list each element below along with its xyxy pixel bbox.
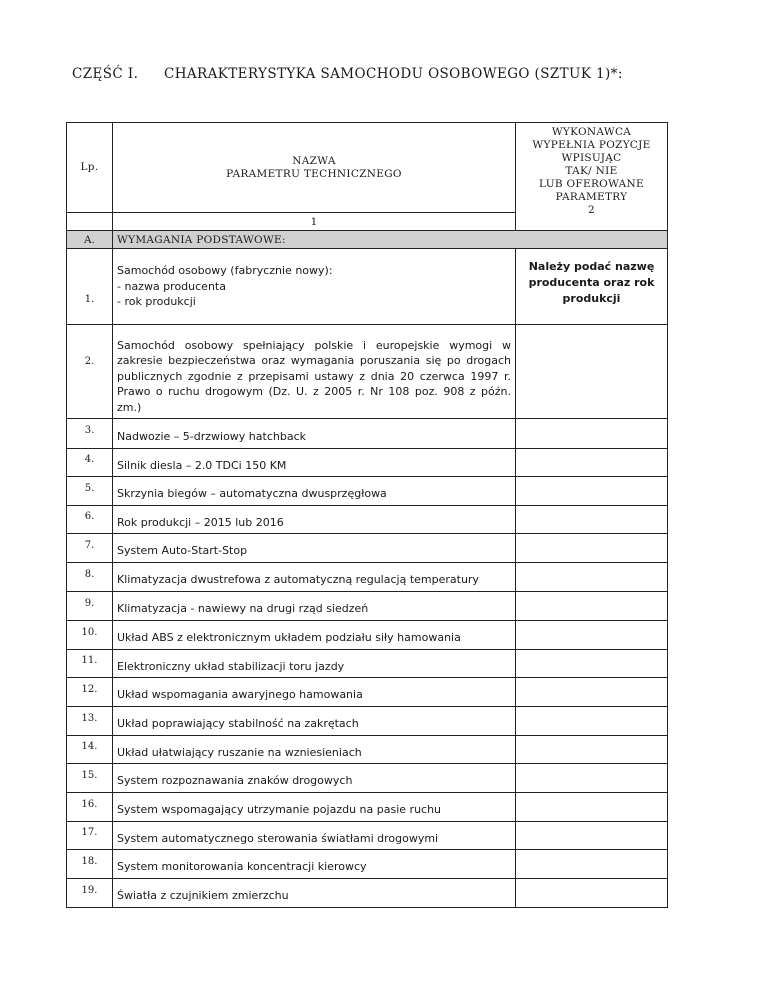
row-lp: 11. <box>67 650 113 678</box>
table-row <box>67 822 668 850</box>
row-param: System rozpoznawania znaków drogowych <box>113 764 516 793</box>
table-row <box>67 793 668 822</box>
row-param: Układ ABS z elektronicznym układem podziału siły hamowania <box>113 621 516 650</box>
row-answer[interactable] <box>516 449 668 477</box>
part-label: CZĘŚĆ I. <box>72 66 139 82</box>
header-contractor: WYKONAWCA WYPEŁNIA POZYCJE WPISUJĄC TAK/ NIE LUB OFEROWANE PARAMETRY 2 <box>516 123 668 231</box>
table-row <box>67 850 668 879</box>
row-param: System Auto-Start-Stop <box>113 534 516 563</box>
row-lp: 15. <box>67 764 113 793</box>
row-lp: 12. <box>67 678 113 707</box>
row-param: Układ poprawiający stabilność na zakrętach <box>113 707 516 736</box>
section-lp: A. <box>67 231 113 249</box>
row-answer[interactable] <box>516 506 668 534</box>
table-row <box>67 879 668 908</box>
row-lp: 2. <box>67 325 113 419</box>
page-heading <box>72 66 623 82</box>
row-lp: 10. <box>67 621 113 650</box>
row-lp: 5. <box>67 477 113 506</box>
table-row <box>67 563 668 592</box>
row-param: Silnik diesla – 2.0 TDCi 150 KM <box>113 449 516 477</box>
table-row <box>67 477 668 506</box>
row-lp: 18. <box>67 850 113 879</box>
row-answer[interactable]: Należy podać nazwę producenta oraz rok produkcji <box>516 249 668 325</box>
header-lp: Lp. <box>67 123 113 213</box>
row-answer[interactable] <box>516 822 668 850</box>
row-param: Rok produkcji – 2015 lub 2016 <box>113 506 516 534</box>
table-row <box>67 325 668 419</box>
table-row <box>67 506 668 534</box>
row-answer[interactable] <box>516 736 668 764</box>
row-param: Układ ułatwiający ruszanie na wzniesieniach <box>113 736 516 764</box>
section-row <box>67 231 668 249</box>
row-answer[interactable] <box>516 419 668 449</box>
row-answer[interactable] <box>516 621 668 650</box>
row-lp: 1. <box>67 249 113 325</box>
page-title: CHARAKTERYSTYKA SAMOCHODU OSOBOWEGO (SZTUK 1)*: <box>164 66 623 82</box>
row-answer[interactable] <box>516 678 668 707</box>
row-answer[interactable] <box>516 879 668 908</box>
row-lp: 6. <box>67 506 113 534</box>
row-lp: 3. <box>67 419 113 449</box>
row-param: Samochód osobowy (fabrycznie nowy): - nazwa producenta - rok produkcji <box>113 249 516 325</box>
row-param: Nadwozie – 5-drzwiowy hatchback <box>113 419 516 449</box>
row-answer[interactable] <box>516 793 668 822</box>
table-row <box>67 764 668 793</box>
row-lp: 7. <box>67 534 113 563</box>
row-param: System wspomagający utrzymanie pojazdu na pasie ruchu <box>113 793 516 822</box>
row-param: System automatycznego sterowania światłami drogowymi <box>113 822 516 850</box>
table-row <box>67 678 668 707</box>
row-answer[interactable] <box>516 325 668 419</box>
header-name: NAZWA PARAMETRU TECHNICZNEGO <box>113 123 516 213</box>
row-answer[interactable] <box>516 707 668 736</box>
row-answer[interactable] <box>516 850 668 879</box>
row-lp: 9. <box>67 592 113 621</box>
row-lp: 19. <box>67 879 113 908</box>
row-param: Samochód osobowy spełniający polskie i europejskie wymogi w zakresie bezpieczeństwa oraz wymagania poruszania się po drogach publicznych zgodnie z przepisami ustawy z dnia 20 czerwca 1997 r. Prawo o ruchu drogowym (Dz. U. z 2005 r. Nr 108 poz. 908 z późn. zm.) <box>113 325 516 419</box>
row-answer[interactable] <box>516 477 668 506</box>
row-answer[interactable] <box>516 563 668 592</box>
spec-table <box>66 122 668 908</box>
row-answer[interactable] <box>516 650 668 678</box>
table-row <box>67 707 668 736</box>
row-param: Skrzynia biegów – automatyczna dwusprzęgłowa <box>113 477 516 506</box>
row-param: Elektroniczny układ stabilizacji toru jazdy <box>113 650 516 678</box>
table-row <box>67 449 668 477</box>
row-lp: 14. <box>67 736 113 764</box>
table-row <box>67 621 668 650</box>
row-answer[interactable] <box>516 764 668 793</box>
row-lp: 13. <box>67 707 113 736</box>
row-answer[interactable] <box>516 534 668 563</box>
row-lp: 17. <box>67 822 113 850</box>
row-lp: 16. <box>67 793 113 822</box>
row-lp: 4. <box>67 449 113 477</box>
row-lp: 8. <box>67 563 113 592</box>
table-row <box>67 249 668 325</box>
table-row <box>67 736 668 764</box>
header-col-1: 1 <box>113 213 516 231</box>
table-row <box>67 592 668 621</box>
row-param: Klimatyzacja - nawiewy na drugi rząd siedzeń <box>113 592 516 621</box>
row-answer[interactable] <box>516 592 668 621</box>
header-col-2: 2 <box>588 204 595 216</box>
row-param: Układ wspomagania awaryjnego hamowania <box>113 678 516 707</box>
row-param: Światła z czujnikiem zmierzchu <box>113 879 516 908</box>
row-param: Klimatyzacja dwustrefowa z automatyczną regulacją temperatury <box>113 563 516 592</box>
table-header-row <box>67 123 668 213</box>
table-row <box>67 534 668 563</box>
section-title: WYMAGANIA PODSTAWOWE: <box>113 231 668 249</box>
table-row <box>67 650 668 678</box>
table-row <box>67 419 668 449</box>
row-param: System monitorowania koncentracji kierowcy <box>113 850 516 879</box>
